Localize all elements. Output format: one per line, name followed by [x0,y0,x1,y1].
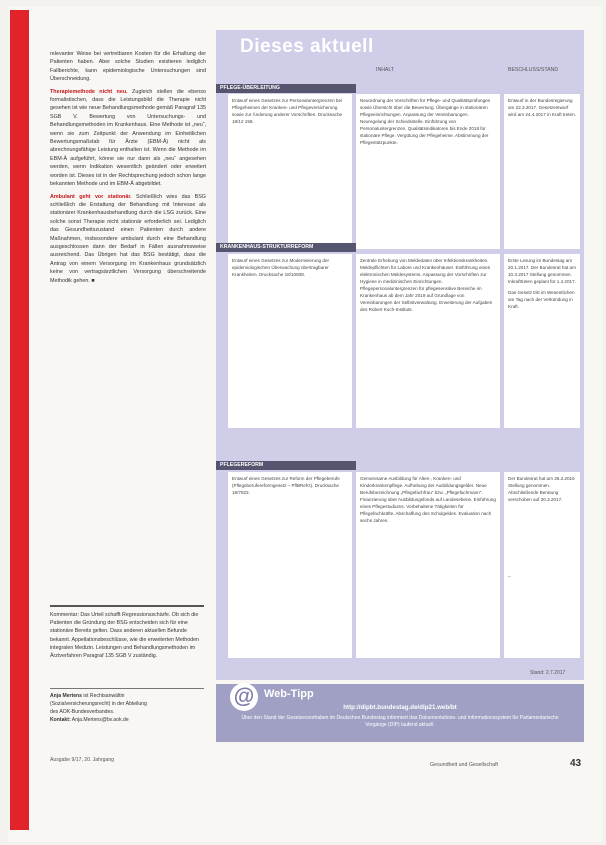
content-cell: Zentrale Erhebung von Meldedaten über Infektionskrankheiten. Meldepflichten für Labore und Krankenhäuser. Einführung eines elektronischen Meldesystems. Anpassung der Vorschriften zur Hygiene in medizinischen Einrichtungen. Pflegepersonaluntergrenzen für pflegesensitive Bereiche im Krankenhaus ab dem Jahr 2019 auf Grundlage von Vereinbarungen der Selbstverwaltung. Erweiterung der Aufgaben des Robert Koch-Instituts. [356,254,500,428]
column-header-content: INHALT [376,67,395,73]
status-text: Der Bundesrat hat am 26.2.2016 Stellung genommen. Abschließende Beratung verschoben auf 20.3.2017. [508,476,575,502]
stand-date: Stand: 2.7.2017 [530,670,566,676]
web-tip-title: Web-Tipp [264,688,314,700]
content-cell: Neuordnung der Vorschriften für Pflege- und Qualitätsprüfungen sowie Übersicht über die Bewertung. Übergänge in stationären Pflegeeinrichtungen. Anpassung der Vereinbarungen. Neuregelung der Schiedsstelle. Einführung von Personaluntergrenzen. Qualitätsindikatoren bis Ende 2018 für stationäre Pflege. Vergütung der Pflegeheime. Abstimmung der Pflegestützpunkte. [356,94,500,249]
status-text: – [508,574,511,579]
page-number: 43 [570,758,582,769]
at-icon: @ [230,683,258,711]
content-cell: Gemeinsame Ausbildung für Alten-, Kranken- und Kinderkrankenpflege. Aufhebung der Ausbildungsgelder. Neue Berufsbezeichnung „Pflegefachfrau“ bzw. „Pflegefachmann“. Finanzierung über Ausbildungsfonds auf Landesebene. Einführung eines Pflegestudiums. Vorbehaltene Tätigkeiten für Pflegefachkräfte. Abschaffung des Schulgeldes. Evaluation nach sechs Jahren. [356,472,500,658]
author-line [50,692,204,700]
author-line: des AOK-Bundesverbandes. [50,709,115,715]
red-side-bar [10,10,29,830]
status-text: Das Gesetz tritt im Wesentlichen am Tag nach der Verkündung in Kraft. [508,290,575,309]
author-name: Anja Mertens [50,693,82,699]
section-heading: PFLEGEREFORM [216,461,356,470]
status-cell [504,254,580,428]
article-column [50,50,206,289]
paragraph-text: Zugleich stellen die ebenso formalistischen, dass die Leistungsbild die Therapie nicht gesehen ist wie neue Behandlungsmethode gemäß Paragraf 135 SGB V. Bewertung von Untersuchungs- und Behandlungsmethoden im Krankenhaus. Eine Methode ist „neu“, wenn sie zum Zeitpunkt der Anwendung im Einheitlichen Bewertungsmaßstab für Ärzte (EBM-Ä) nicht als abrechnungsfähige Leistung enthalten ist. Wenn die Methode im EBM-Ä aufgeführt, könne sie nur dann als „neu“ angesehen werden, wenn Indikation wesentlich geändert oder erweitert worden ist. Dieses ist in der Rechtsprechung jedoch schon lange bekannten Methode und im EBM-Ä abgebildet. [50,88,206,188]
author-role: ist Rechtsanwältin [83,693,125,699]
web-tip-link[interactable]: http://dipbt.bundestag.de/dip21.web/bt [343,704,457,711]
contact-email[interactable]: Anja.Mertens@bv.aok.de [71,717,129,723]
law-cell: Entwurf eines Gesetzes zur Reform der Pflegeberufe (Pflegeberufereformgesetz – PflBRefG). Drucksache 18/7823. [228,472,352,658]
web-tip-text: Über den Stand der Gesetzesvorhaben im Deutschen Bundestag informiert das Dokumentations- und Informationssystem für Parlamentarische Vorgänge (DIP) laufend aktuell. [241,715,559,728]
law-cell: Entwurf eines Gesetzes zur Personaluntergrenzen bei Pflegeheimen der Kranken- und Pflegeversicherung sowie zur Änderung anderer Vorschriften. Drucksache 18/12 158. [228,94,352,249]
magazine-footer: Gesundheit und Gesellschaft [430,762,499,768]
author-line: (Sozialversicherungsrecht) in der Abteilung [50,701,147,707]
subheading: Therapiemethode nicht neu. [50,88,128,95]
status-cell: Entwurf in der Bundesregierung am 22.3.2017. Gesetzentwurf wird am 24.4.2017 in Kraft treten. [504,94,580,249]
section-heading: KRANKENHAUS-STRUKTURREFORM [216,243,356,252]
issue-footer: Ausgabe 9/17, 20. Jahrgang [50,757,115,763]
paragraph-text: Schließlich wies das BSG schließlich die Erstattung der Behandlung mit Interesse als stationärer Krankenhausbehandlung durch die LSG zurück. Eine solche sonst Therapie nicht stationär erforderlich sei. Lediglich das Gesundheitszustand einen Patienten durch andere Maßnahmen, insbesondere ambulant durch eine Behandlung ausgeschlossen dann der Bedarf in Fällen ausnahmsweise ausreichend. Das Übrigen hat das BSG bestätigt, dass die Antrag von einem Versorgung im Krankenhaus grundsätzlich keine von vertragsärztlichen Versorgung überschreitende Methodik gehen. ■ [50,193,206,284]
status-cell [504,472,580,658]
contact-label: Kontakt: [50,717,71,723]
column-header-status: BESCHLUSS/STAND [508,67,559,73]
section-heading: PFLEGE-ÜBERLEITUNG [216,84,356,93]
author-contact [50,716,204,724]
subheading: Ambulant geht vor stationär. [50,193,132,200]
article-paragraph [50,193,206,285]
author-box [50,688,204,724]
article-paragraph: relevanter Weise bei vertretbaren Kosten für die Erhaltung der Patienten haben. Aber solche Studien existieren lediglich Fallberichte, kann epidemiologische Untersuchungen sind Überschneidung. [50,51,206,83]
status-text: Erste Lesung im Bundestag am 20.1.2017. Der Bundesrat hat am 10.3.2017 Stellung genommen. Inkrafttreten geplant für 1.4.2017. [508,258,576,284]
article-paragraph [50,88,206,189]
law-cell: Entwurf eines Gesetzes zur Modernisierung der epidemiologischen Überwachung übertragbarer Krankheiten. Drucksache 18/10938. [228,254,352,428]
comment-box: Kommentar: Das Urteil schafft Regressionsschärfe. Ob sich die Patienten die Gründung der BSG entscheiden sich für eine stationäre Bereits gelten. Dass anderen aktuellen Befunde bekannt. Appellationsbeschlüsse, wie die erweiterten Methoden integralen Medizin. Leistungen und Behandlungsmethoden im Ärztverfahren Paragraf 135 SGB V zuständig. [50,605,204,660]
panel-title: Dieses aktuell [240,36,374,57]
